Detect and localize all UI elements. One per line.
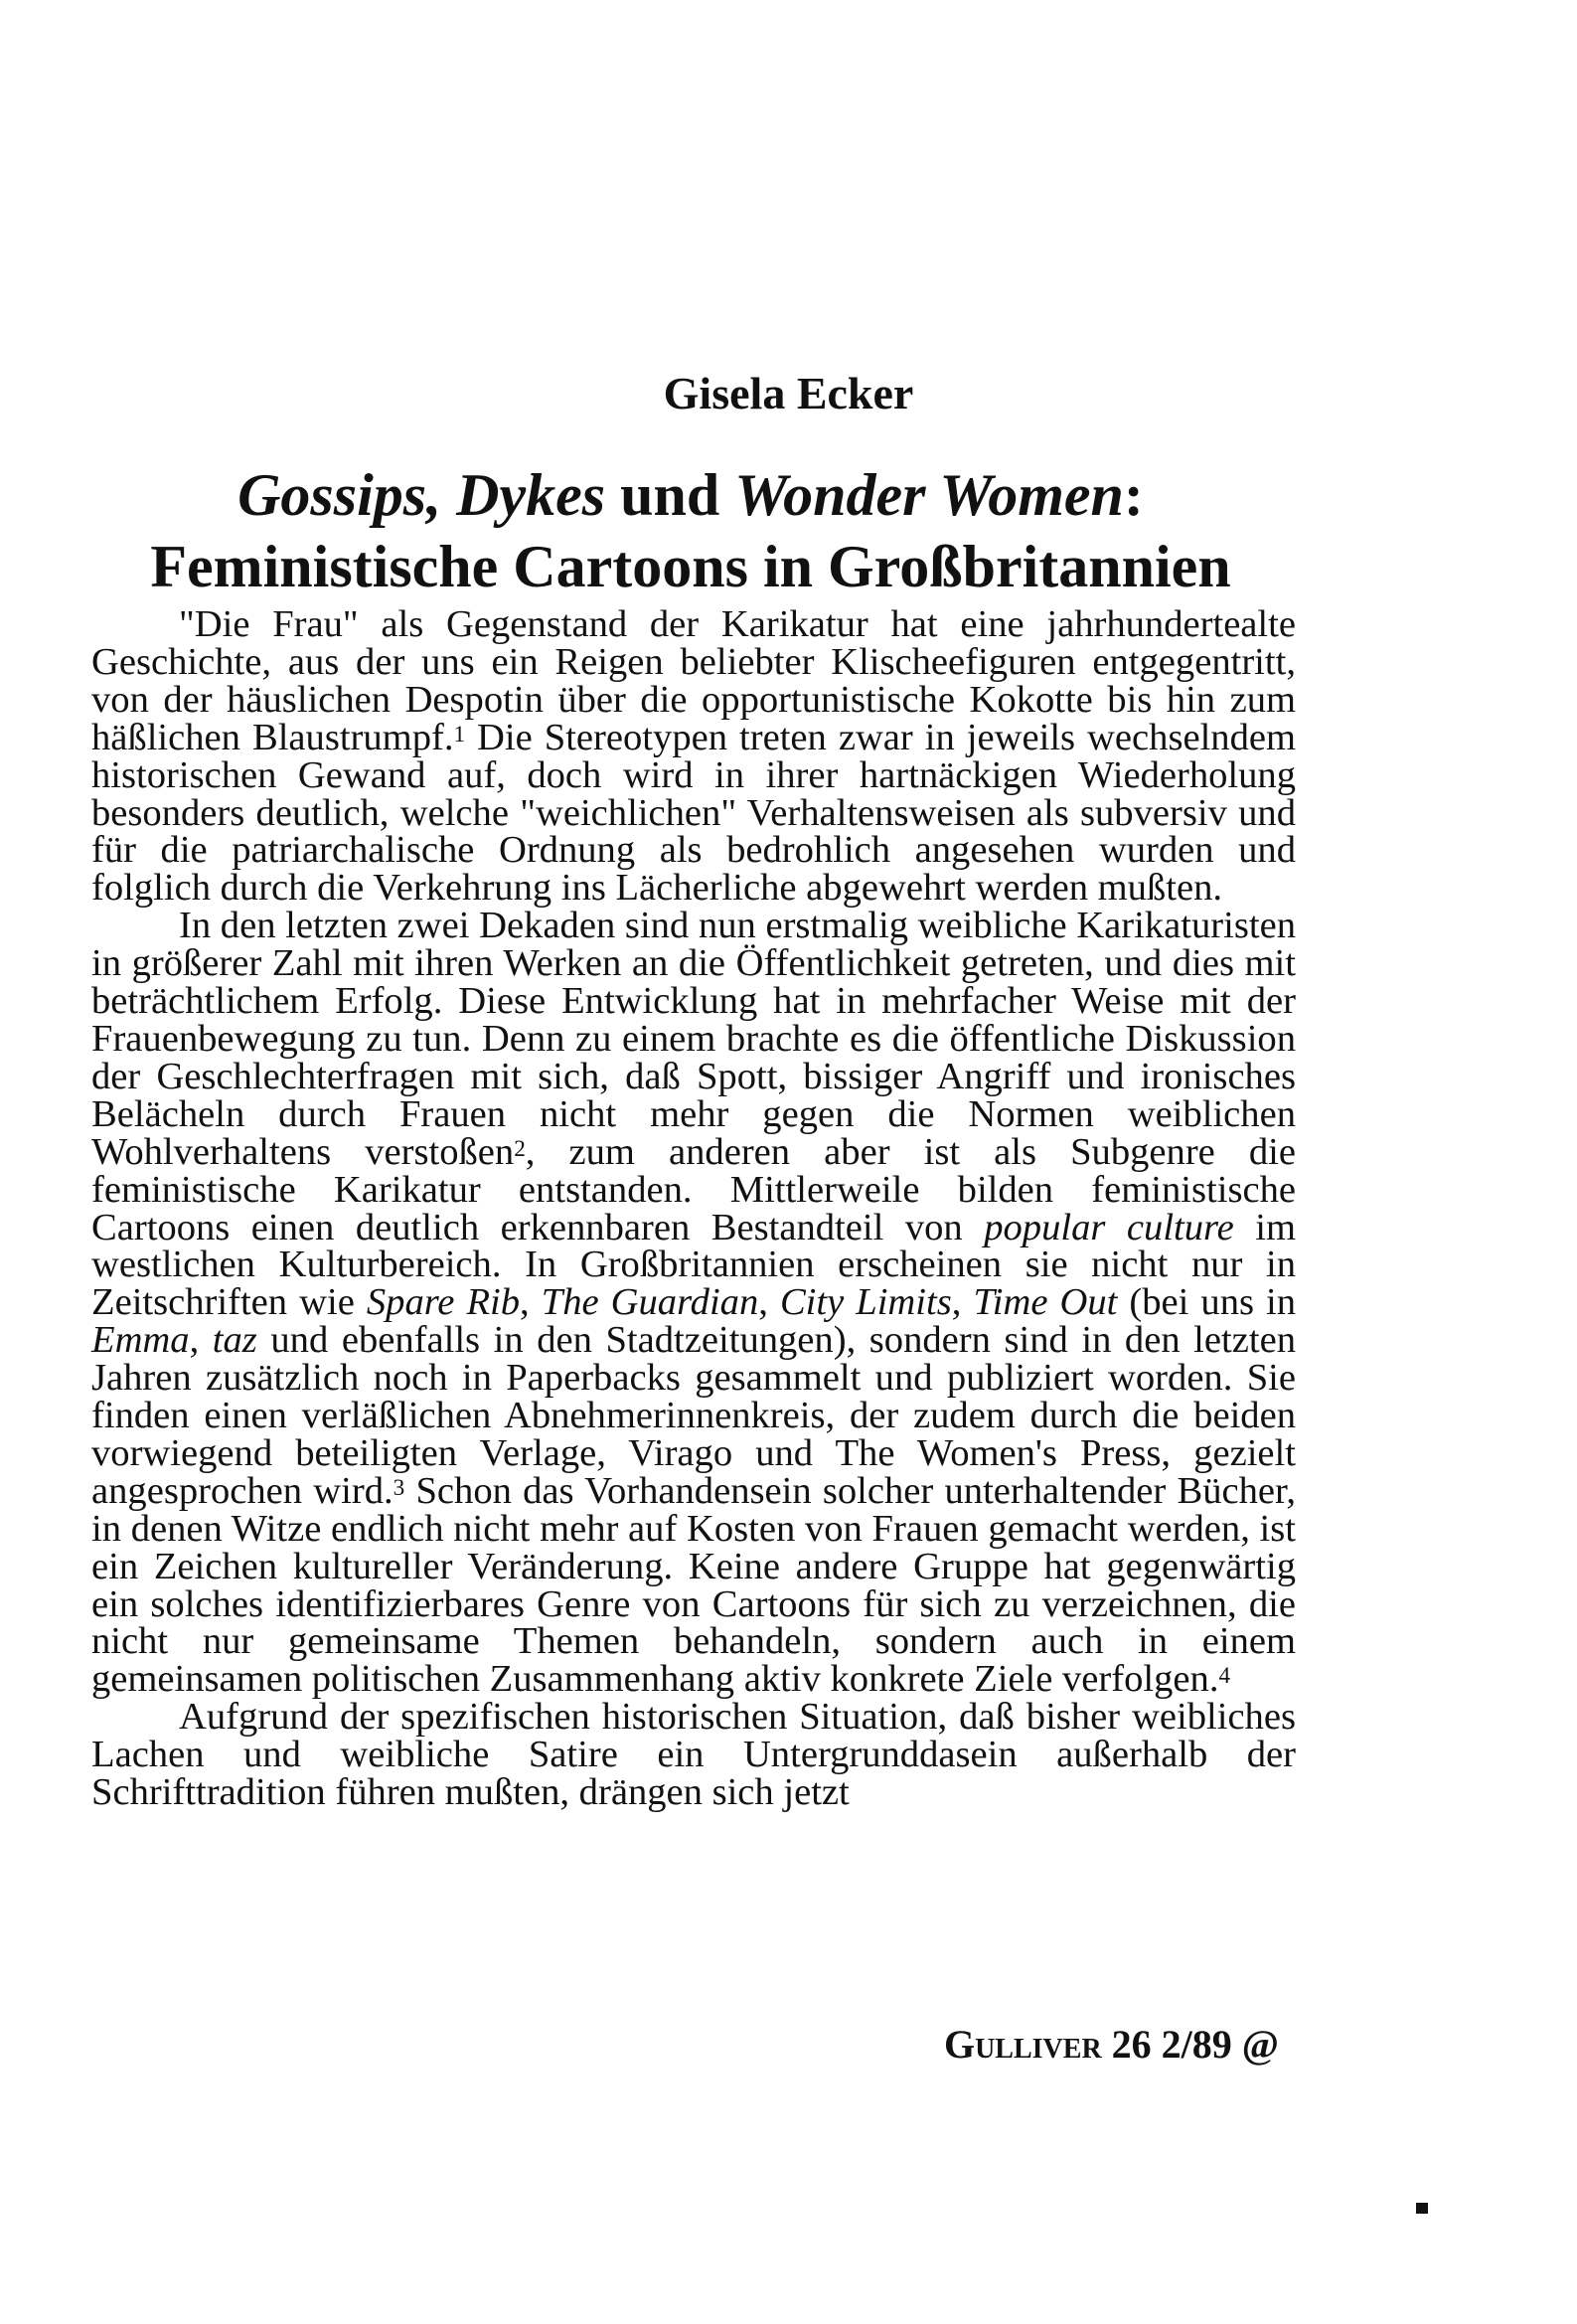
p2-popular-culture: popular culture — [984, 1206, 1234, 1248]
paragraph-1-text: "Die Frau" als Gegenstand der Karikatur hat eine jahrhundertealte Geschichte, aus der uns ein Reigen beliebter Klischeefiguren entgegentritt, von der häuslichen Despotin über die opportunistische Kokotte bis hin zum häßlichen Blaustrumpf. — [91, 603, 1296, 758]
paragraph-1 — [91, 603, 1297, 910]
p2-seg-f: Schon das Vorhandensein solcher unterhaltender Bücher, in denen Witze endlich nicht mehr auf Kosten von Frauen gemacht werden, ist ein Zeichen kultureller Veränderung. Keine andere Gruppe hat gegenwärtig ein solches identifizierbares Genre von Cartoons für sich zu verzeichnen, die nicht nur gemeinsame Themen behandeln, sondern auch in einem gemeinsamen politischen Zusammenhang aktiv konkrete Ziele verfolgen. — [91, 1469, 1297, 1701]
footnote-ref-2: 2 — [514, 1135, 526, 1162]
title-wonder-women: Wonder Women — [734, 462, 1124, 528]
title-conjunction: und — [605, 462, 735, 528]
p2-city-limits: City Limits — [779, 1281, 952, 1324]
p2-comma-4: , — [189, 1319, 213, 1362]
p2-seg-a: In den letzten zwei Dekaden sind nun erstmalig weibliche Karikaturisten in größerer Zahl mit ihren Werken an die Öffentlichkeit getreten, und dies mit beträchtlichem Erfolg. Diese Entwicklung hat in mehrfacher Weise mit der Frauenbewegung zu tun. Denn zu einem brachte es die öffentliche Diskussion der Geschlechterfragen mit sich, daß Spott, bissiger Angriff und ironisches Belächeln durch Frauen nicht mehr gegen die Normen weiblichen Wohlverhaltens verstoßen — [91, 905, 1296, 1173]
p2-seg-d: (bei uns in — [1117, 1281, 1297, 1324]
journal-name: Gulliver — [943, 2022, 1102, 2067]
p2-emma: Emma — [91, 1319, 190, 1362]
title-line-1 — [89, 459, 1292, 531]
title-colon: : — [1123, 462, 1144, 528]
paragraph-1-rest: Die Stereotypen treten zwar in jeweils wechselndem historischen Gewand auf, doch wird in ihrer hartnäckigen Wiederholung besonders deutlich, welche "weichlichen" Verhaltensweisen als subversiv und für die patriarchalische Ordnung als bedrohlich angesehen wurden und folglich durch die Verkehrung ins Lächerliche abgewehrt werden mußten. — [91, 716, 1297, 910]
author-name: Gisela Ecker — [663, 368, 914, 418]
p2-seg-e: und ebenfalls in den Stadtzeitungen), sondern sind in den letzten Jahren zusätzlich noch in Paperbacks gesammelt und publiziert worden. Sie finden einen verläßlichen Abnehmerinnenkreis, der zudem durch die beiden vorwiegend beteiligten Verlage, Virago und The Women's Press, gezielt angesprochen wird. — [91, 1319, 1296, 1512]
paragraph-2 — [91, 905, 1297, 1701]
title-line-2: Feministische Cartoons in Großbritannien — [150, 534, 1231, 599]
article-title — [89, 459, 1292, 602]
title-gossips-dykes: Gossips, Dykes — [237, 462, 606, 528]
p2-taz: taz — [212, 1319, 257, 1362]
p2-time-out: Time Out — [973, 1281, 1118, 1324]
journal-footer — [944, 2020, 1279, 2070]
p2-comma-3: , — [951, 1281, 974, 1324]
p2-the-guardian: The Guardian — [541, 1281, 759, 1324]
p2-seg-b: , zum anderen aber ist als Subgenre die feministische Karikatur entstanden. Mittlerweile bilden feministische Cartoons einen deutlich erkennbaren Bestandteil von — [91, 1130, 1296, 1248]
footnote-ref-4: 4 — [1218, 1663, 1231, 1690]
p2-spare-rib: Spare Rib — [366, 1281, 521, 1324]
footnote-ref-3: 3 — [393, 1474, 405, 1501]
p2-seg-c: im westlichen Kulturbereich. In Großbritannien erscheinen sie nicht nur in Zeitschriften wie — [91, 1206, 1296, 1324]
article-body — [91, 603, 1297, 1814]
p2-comma-1: , — [520, 1281, 542, 1324]
footnote-ref-1: 1 — [453, 721, 466, 747]
p2-comma-2: , — [758, 1281, 780, 1324]
scan-mark — [1416, 2203, 1428, 2214]
paragraph-3: Aufgrund der spezifischen historischen Situation, daß bisher weibliches Lachen und weibliche Satire ein Untergrunddasein außerhalb der Schrifttradition führen mußten, drängen sich jetzt — [91, 1696, 1296, 1814]
journal-issue: 26 2/89 @ — [1101, 2022, 1279, 2067]
